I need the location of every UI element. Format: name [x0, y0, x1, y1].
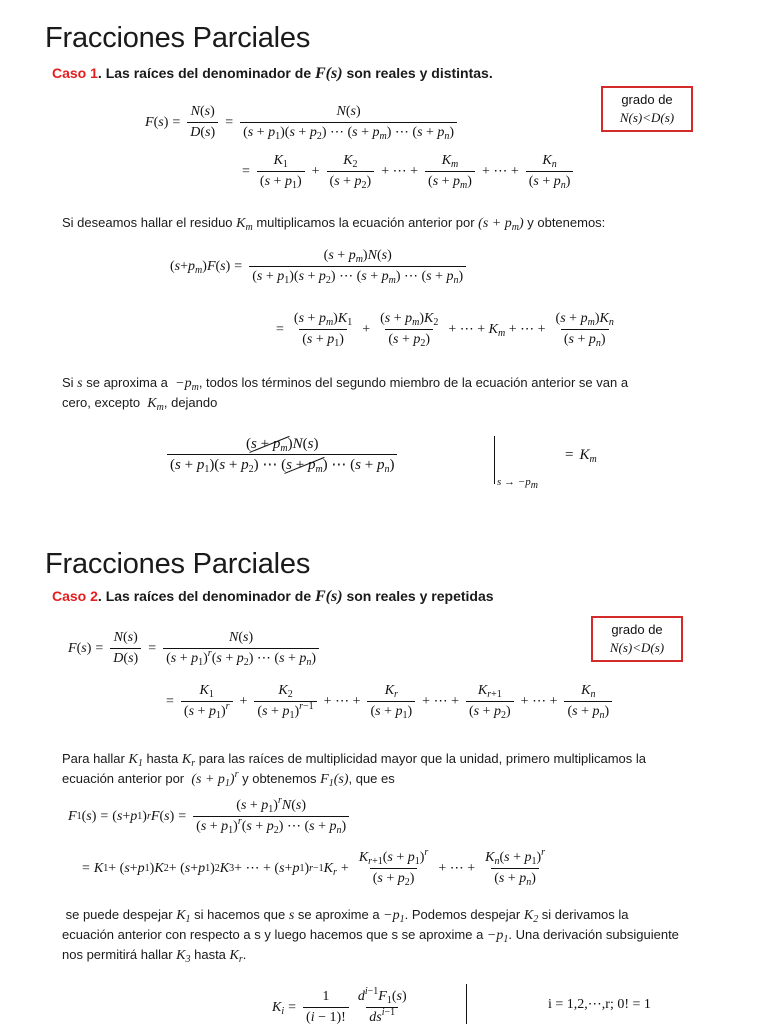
slide1-eq-evaluation: $\frac{(s + p_m)N(s)}{(s + p_1)(s + p_2) \cdots (s + p_m) \cdots (s + p_n)}$	[164, 436, 400, 473]
slide1-eq-definition: F ( s ) = $\frac{N(s)}{D(s)}$ = $\frac{N(s)}{(s + p_1)(s + p_2) \cdots (s + p_m) \cdots (s + p_n)}$	[145, 104, 460, 141]
slide2-eq-f1: F 1 ( s ) = ( s + p 1 ) r F ( s ) = $\frac{(s + p_1)^rN(s)}{(s + p_1)^r(s + p_2) \cdots (s + p_n)}$	[68, 798, 352, 835]
slide1-box-line1: grado de	[621, 92, 673, 107]
slide1-paragraph-residue: Si deseamos hallar el residuo $K_m$ multiplicamos la ecuación anterior por $(s + p_m)$ y obtenemos:	[62, 215, 606, 233]
slide2-case-label: Caso 2	[52, 588, 98, 604]
slide2-case-heading	[52, 588, 494, 606]
slide1-eq-expansion: = $\frac{K_1}{(s + p_1)}$ + $\frac{K_2}{(s + p_2)}$ + ⋯ + $\frac{K_m}{(s + p_m)}$ + ⋯ + $\frac{K_n}{(s + p_n)}$	[238, 153, 576, 190]
slide1-title: Fracciones Parciales	[45, 22, 311, 54]
slide1-eq-multiplied-expansion: = $\frac{(s + p_m)K_1}{(s + p_1)}$ + $\frac{(s + p_m)K_2}{(s + p_2)}$ + ⋯ + $K_m$ + ⋯ + $\frac{(s + p_m)K_n}{(s + p_n)}$	[276, 311, 614, 349]
slide2-eq-ki-formula: $K_i$ = $\frac{1}{(i - 1)!}$ $\frac{d^{i-1}F_1(s)}{ds^{i-1}}$	[272, 986, 407, 1025]
slide2-degree-box	[591, 616, 683, 662]
slide1-eq-multiplied: ( s + $p_m$ ) F ( s ) = $\frac{(s + p_m)N(s)}{(s + p_1)(s + p_2) \cdots (s + p_m) \cdots (s + p_n)}$	[170, 248, 469, 285]
slide2-case-text: . Las raíces del denominador de F(s) son reales y repetidas	[97, 588, 494, 605]
slide2-title: Fracciones Parciales	[45, 548, 311, 580]
slide2-box-line2: N(s)<D(s)	[609, 640, 665, 655]
slide2-paragraph-derive: se puede despejar $K_1$ si hacemos que s se aproxime $a -p_1$. Podemos despejar $K_2$ si derivamos la ecuación anterior con respecto a s y luego hacemos que s se aproxime $a -p_1$. Una derivación subsiguiente nos permitirá hallar $K_3$ hasta $K_r$.	[62, 907, 679, 965]
slide2-index-range: i = 1,2,⋯,r; 0! = 1	[548, 997, 651, 1012]
slide2-evaluation-bar	[466, 984, 467, 1024]
slide2-paragraph-multiply: Para hallar $K_1$ hasta $K_r$ para las raíces de multiplicidad mayor que la unidad, primero multiplicamos la ecuación anterior por $(s + p_1)^r$ y obtenemos $F_1(s)$, que es	[62, 751, 646, 789]
slide1-paragraph-approach: Si s se aproxima $a -p_m$, todos los términos del segundo miembro de la ecuación anterior se van a cero, excepto $K_m$, dejando	[62, 375, 629, 413]
slide1-box-line2: N(s)<D(s)	[619, 110, 675, 125]
slide1-evaluation-limit: $s \to -p_m$	[497, 476, 538, 491]
slide1-evaluation-bar	[494, 436, 495, 484]
slide1-eq-result: = $K_m$	[565, 447, 597, 465]
slide1-case-text: . Las raíces del denominador de F(s) son reales y distintas.	[97, 65, 493, 82]
slide2-eq-f1-expansion: = K 1 + ( s + p 1 ) K 2 + ( s + p 1 ) 2 K 3 + ⋯ + ( s + p 1 ) r−1 $K_r$ + $\frac{K_{r+1}(s + p_1)^r}{(s + p_2)}$ + ⋯ + $\frac{K_n(s + p_1)^r}{(s + p_n)}$	[82, 847, 546, 888]
slide-caso-2	[0, 528, 768, 1024]
slide2-eq-expansion: = $\frac{K_1}{(s + p_1)^r}$ + $\frac{K_2}{(s + p_1)^{r-1}}$ + ⋯ + $\frac{K_r}{(s + p_1)}$ + ⋯ + $\frac{K_{r+1}}{(s + p_2)}$ + ⋯ + $\frac{K_n}{(s + p_n)}$	[162, 683, 615, 720]
slide2-eq-definition: F ( s ) = $\frac{N(s)}{D(s)}$ = $\frac{N(s)}{(s + p_1)^r(s + p_2) \cdots (s + p_n)}$	[68, 630, 322, 667]
slide1-case-heading	[52, 65, 493, 83]
slide1-degree-box	[601, 86, 693, 132]
slide1-case-label: Caso 1	[52, 65, 98, 81]
slide2-box-line1: grado de	[611, 622, 663, 637]
